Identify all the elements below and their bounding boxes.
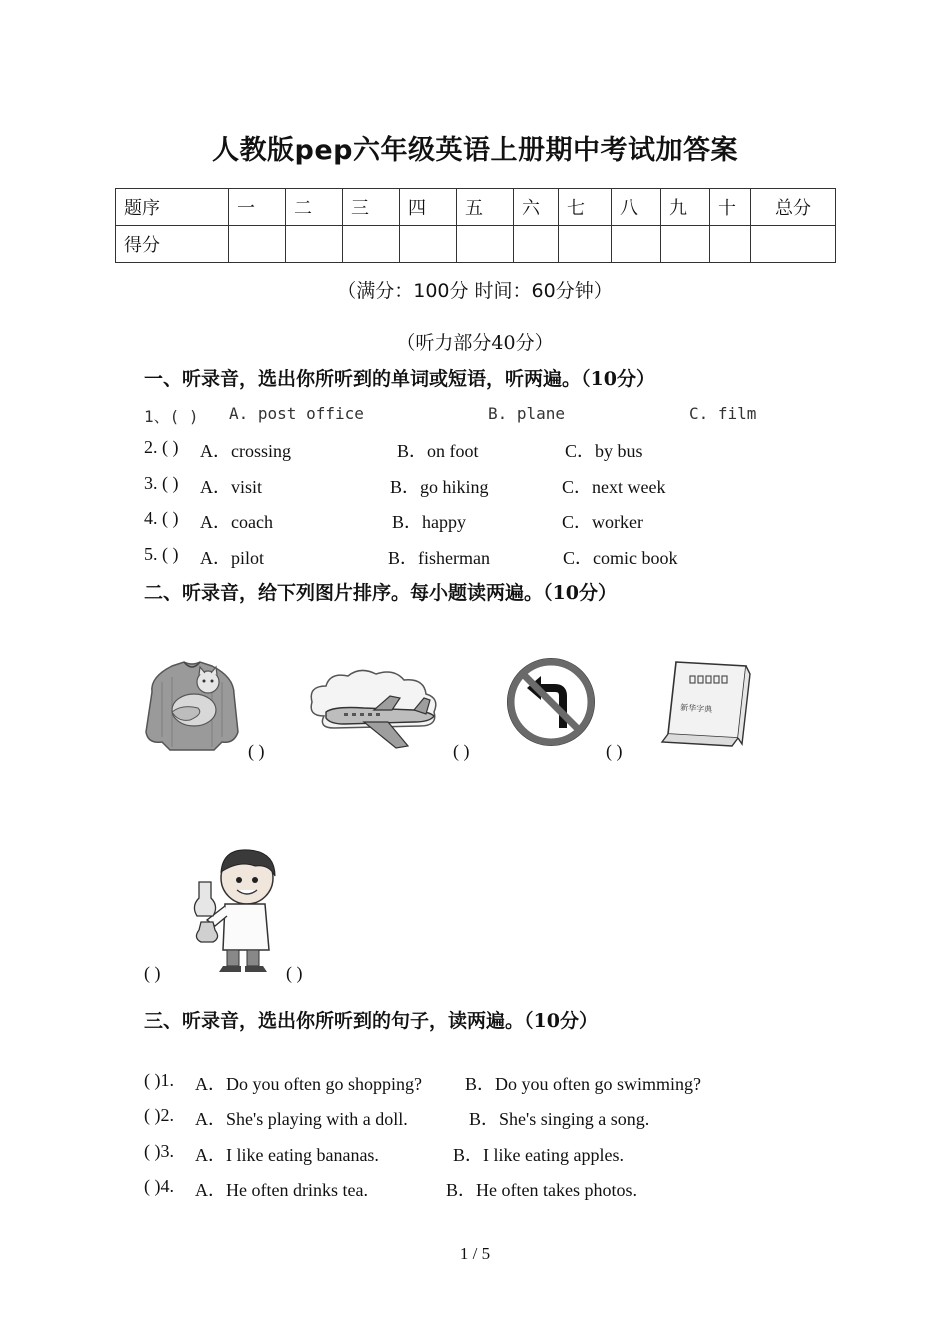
- dictionary-label: 新华字典: [679, 703, 713, 715]
- score-table-header-row: [116, 189, 836, 226]
- option-b: B．I like eating apples.: [453, 1145, 624, 1165]
- section1-heading: 一、听录音，选出你所听到的单词或短语，听两遍。（10分）: [144, 368, 655, 390]
- score-input-cell[interactable]: [457, 226, 514, 263]
- answer-blank[interactable]: ( ): [606, 741, 623, 761]
- page-number: 1 / 5: [459, 1244, 491, 1263]
- table-cell: 七: [559, 189, 612, 226]
- score-input-cell[interactable]: [559, 226, 612, 263]
- answer-blank[interactable]: ( ): [286, 963, 303, 983]
- option-a: A．visit: [200, 477, 263, 497]
- option-a: A．Do you often go shopping?: [195, 1074, 422, 1094]
- section2-heading: 二、听录音，给下列图片排序。每小题读两遍。（10分）: [144, 582, 617, 604]
- answer-blank[interactable]: ( ): [248, 741, 265, 761]
- score-input-cell[interactable]: [400, 226, 457, 263]
- table-cell: 总分: [751, 189, 836, 226]
- listening-part-label: （听力部分40分）: [396, 332, 554, 354]
- option-c: C．worker: [562, 512, 643, 532]
- option-c: C．by bus: [565, 441, 643, 461]
- boy-scientist-icon: [193, 846, 279, 974]
- option-c: C．comic book: [563, 548, 678, 568]
- no-left-turn-sign-icon: [505, 656, 597, 748]
- page-title: 人教版pep六年级英语上册期中考试加答案: [212, 135, 738, 166]
- question-number: 5. ( ): [144, 544, 179, 564]
- answer-blank[interactable]: ( ): [144, 963, 161, 983]
- option-a: A. post office: [229, 404, 364, 423]
- score-input-cell[interactable]: [710, 226, 751, 263]
- question-number: 1、( ): [144, 407, 199, 426]
- sweater-cat-icon: [142, 652, 242, 752]
- option-a: A．pilot: [200, 548, 265, 568]
- table-cell: 九: [661, 189, 710, 226]
- score-input-cell[interactable]: [751, 226, 836, 263]
- question-number: ( )2.: [144, 1105, 174, 1125]
- table-cell: 五: [457, 189, 514, 226]
- table-cell: 题序: [116, 189, 229, 226]
- table-cell: 得分: [116, 226, 229, 263]
- score-table: [115, 188, 836, 263]
- table-cell: 十: [710, 189, 751, 226]
- exam-info: （满分：100分 时间：60分钟）: [337, 280, 613, 302]
- option-b: B. plane: [488, 404, 566, 423]
- option-c: C. film: [689, 404, 757, 423]
- table-cell: 三: [343, 189, 400, 226]
- option-a: A．crossing: [200, 441, 291, 461]
- question-number: 3. ( ): [144, 473, 179, 493]
- question-number: ( )3.: [144, 1141, 174, 1161]
- option-b: B．He often takes photos.: [446, 1180, 637, 1200]
- option-a: A．I like eating bananas.: [195, 1145, 379, 1165]
- dictionary-icon: [656, 658, 752, 750]
- score-table-score-row: [116, 226, 836, 263]
- airplane-icon: [304, 666, 444, 754]
- option-b: B．She's singing a song.: [469, 1109, 650, 1129]
- question-number: ( )4.: [144, 1176, 174, 1196]
- option-b: B．fisherman: [388, 548, 490, 568]
- option-b: B．Do you often go swimming?: [465, 1074, 701, 1094]
- option-a: A．coach: [200, 512, 273, 532]
- score-input-cell[interactable]: [229, 226, 286, 263]
- score-input-cell[interactable]: [286, 226, 343, 263]
- question-number: 4. ( ): [144, 508, 179, 528]
- table-cell: 一: [229, 189, 286, 226]
- score-input-cell[interactable]: [612, 226, 661, 263]
- score-input-cell[interactable]: [514, 226, 559, 263]
- option-a: A．He often drinks tea.: [195, 1180, 368, 1200]
- option-b: B．on foot: [397, 441, 479, 461]
- section3-heading: 三、听录音，选出你所听到的句子，读两遍。（10分）: [144, 1010, 598, 1032]
- answer-blank[interactable]: ( ): [453, 741, 470, 761]
- table-cell: 四: [400, 189, 457, 226]
- table-cell: 八: [612, 189, 661, 226]
- table-cell: 六: [514, 189, 559, 226]
- score-input-cell[interactable]: [343, 226, 400, 263]
- question-number: 2. ( ): [144, 437, 179, 457]
- option-b: B．happy: [392, 512, 466, 532]
- option-b: B．go hiking: [390, 477, 489, 497]
- option-c: C．next week: [562, 477, 666, 497]
- option-a: A．She's playing with a doll.: [195, 1109, 408, 1129]
- table-cell: 二: [286, 189, 343, 226]
- score-input-cell[interactable]: [661, 226, 710, 263]
- question-number: ( )1.: [144, 1070, 174, 1090]
